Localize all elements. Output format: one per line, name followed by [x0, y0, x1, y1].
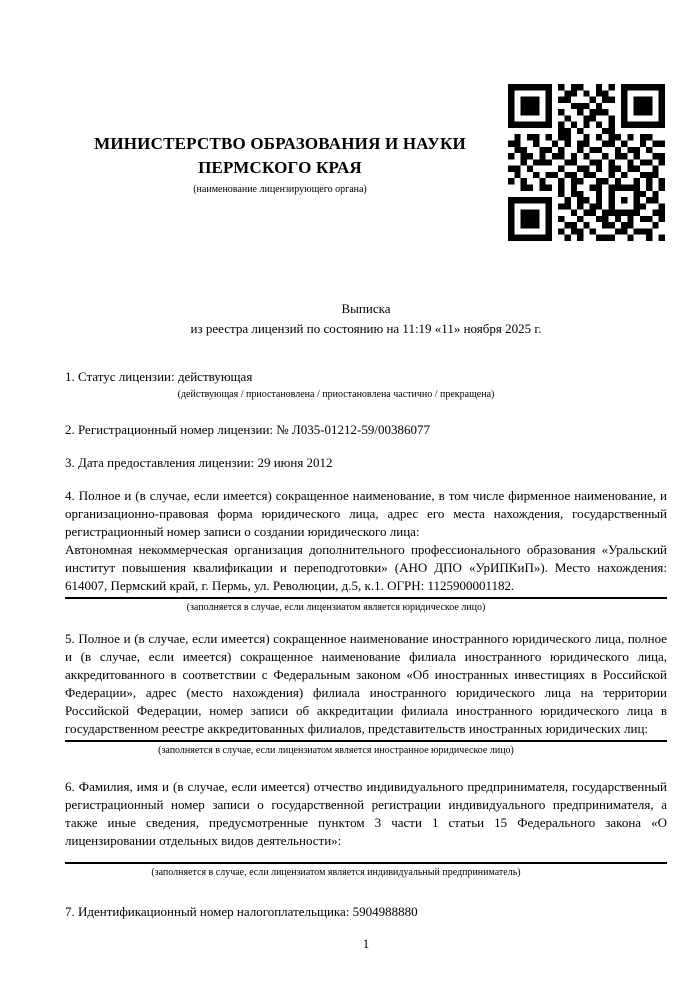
legal-entity-value: Автономная некоммерческая организация дополнительного профессионального образования «Уральский институт повышения квалификации и переподготовки» (АНО ДПО «УрИПКиП»). Место нахождения: 614007, Пермский край, г. Пермь, ул. Революции, д.5, к.1. ОГРН: 1125900001182. — [65, 542, 667, 593]
section-7-taxpayer-number — [65, 903, 667, 921]
page-number: 1 — [362, 936, 370, 951]
blank-field-line — [65, 597, 667, 599]
section-text: 5. Полное и (в случае, если имеется) сокращенное наименование иностранного юридического лица, полное и (в случае, если имеется) сокращенное наименование филиала иностранного юридического лица, аккредитованного в соответствии с Федеральным законом «Об иностранных инвестициях в Российской Федерации», адрес (место нахождения) филиала иностранного юридического лица на территории Российской Федерации, номер записи об аккредитации филиала иностранного юридического лица в государственном реестре аккредитованных филиалов, представительств иностранных юридических лиц: — [65, 631, 667, 736]
blank-field-line — [65, 740, 667, 742]
field-caption: (заполняется в случае, если лицензиатом является юридическое лицо) — [186, 602, 486, 613]
section-5-foreign-entity — [65, 630, 667, 758]
field-caption: (действующая / приостановлена / приостановлена частично / прекращена) — [177, 389, 495, 400]
section-text: 4. Полное и (в случае, если имеется) сокращенное наименование, в том числе фирменное наименование, и организационно-правовая форма юридического лица, адрес его места нахождения, государственный регистрационный номер записи о создании юридического лица: — [65, 488, 667, 539]
document-subtitle: из реестра лицензий по состоянию на 11:19 «11» ноября 2025 г. — [190, 321, 542, 336]
section-text: 1. Статус лицензии: действующая — [65, 369, 253, 384]
section-text: 6. Фамилия, имя и (в случае, если имеется) отчество индивидуального предпринимателя, государственный регистрационный номер записи о государственной регистрации индивидуального предпринимателя, а также иные сведения, предусмотренные пунктом 3 части 1 статьи 15 Федерального закона «О лицензировании отдельных видов деятельности»: — [65, 779, 667, 848]
section-4-legal-entity — [65, 487, 667, 615]
licensing-authority-caption: (наименование лицензирующего органа) — [193, 184, 367, 195]
section-2-registration-number — [65, 421, 667, 439]
blank-field-line — [65, 862, 667, 864]
letterhead — [70, 132, 490, 197]
field-caption: (заполняется в случае, если лицензиатом является иностранное юридическое лицо) — [158, 745, 514, 756]
ministry-name-line2: ПЕРМСКОГО КРАЯ — [198, 158, 362, 177]
document-title: Выписка — [341, 301, 391, 316]
document-title-block — [65, 299, 667, 339]
section-text: 2. Регистрационный номер лицензии: № Л035-01212-59/00386077 — [65, 422, 431, 437]
section-text: 3. Дата предоставления лицензии: 29 июня 2012 — [65, 455, 333, 470]
section-1-license-status — [65, 368, 667, 404]
section-3-license-date — [65, 454, 667, 472]
section-6-individual-entrepreneur — [65, 778, 667, 880]
field-caption: (заполняется в случае, если лицензиатом является индивидуальный предприниматель) — [151, 867, 521, 878]
ministry-name-line1: МИНИСТЕРСТВО ОБРАЗОВАНИЯ И НАУКИ — [94, 134, 466, 153]
document-content — [65, 0, 667, 953]
section-text: 7. Идентификационный номер налогоплательщика: 5904988880 — [65, 904, 418, 919]
